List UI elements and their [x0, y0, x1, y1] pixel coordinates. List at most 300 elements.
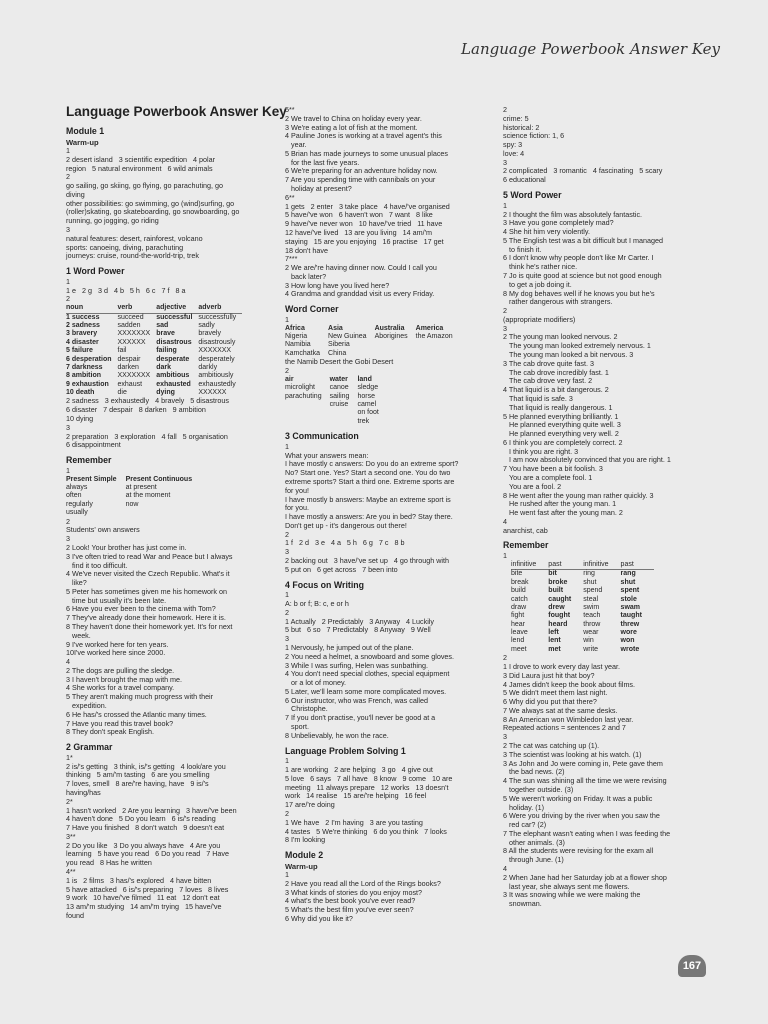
text-line: 6 Have you ever been to the cinema with Tom? — [66, 604, 216, 614]
table-cell: microlight — [285, 384, 315, 392]
text-line: 2 desert island 3 scientific expedition 4 polar — [66, 154, 216, 164]
table-cell: swam — [620, 603, 641, 611]
text-line: 5 have/'ve won 6 haven't won 7 want 8 like — [285, 210, 433, 220]
text-line: 2 We are/'re having dinner now. Could I call you — [285, 263, 437, 273]
text-line: 4 — [66, 657, 70, 667]
table-cell: on foot — [357, 409, 379, 417]
table-cell: catch — [511, 595, 528, 603]
text-line: 5 The English test was a bit difficult but I managed — [503, 235, 663, 245]
remember2-lines — [503, 654, 717, 909]
text-line: 2 The cat was catching up (1). — [503, 741, 600, 751]
table-cell: 6 desperation — [66, 355, 112, 363]
table-row — [511, 629, 654, 637]
column-header: adverb — [198, 304, 242, 313]
table-cell: exhaustedly — [198, 380, 236, 388]
table-cell: fail — [117, 347, 127, 355]
text-line: year. — [285, 140, 307, 150]
warmup-heading: Warm-up — [66, 137, 99, 147]
text-line: spy: 3 — [503, 140, 523, 150]
table-cell: lent — [548, 637, 561, 645]
table-row — [285, 376, 387, 384]
text-line: 7 Are you spending time with cannibals on your — [285, 175, 436, 185]
text-line: 2 complicated 3 romantic 4 fascinating 5 scary — [503, 166, 663, 176]
text-line: 5 He planned everything brilliantly. 1 — [503, 411, 619, 421]
text-line: 2 — [66, 294, 70, 304]
table-row — [66, 322, 242, 330]
grammar-heading: 2 Grammar — [66, 742, 113, 753]
text-line: 3** — [66, 831, 76, 841]
text-line: I have mostly a answers: Are you in bed? Stay there. — [285, 512, 453, 522]
text-line: 4 Pauline Jones is working at a travel agent's this — [285, 131, 442, 141]
text-line: work 14 realise 15 are/'re helping 16 feel — [285, 791, 427, 801]
text-line: like? — [66, 578, 87, 588]
text-line: 2 preparation 3 exploration 4 fall 5 organisation — [66, 431, 228, 441]
text-line: Students' own answers — [66, 525, 140, 535]
column-header: infinitive — [583, 561, 620, 570]
text-line: 5 They aren't making much progress with their — [66, 692, 214, 702]
table-row — [285, 333, 461, 341]
text-line: 5 love 6 says 7 all have 8 know 9 come 10 are — [285, 773, 453, 783]
text-line: That liquid is safe. 3 — [503, 393, 573, 403]
text-line: 5 We weren't working on Friday. It was a public — [503, 793, 653, 803]
table-row — [66, 339, 242, 347]
text-line: 2 — [285, 529, 289, 539]
text-line: 4 We've never visited the Czech Republic. What's it — [66, 569, 230, 579]
text-line: you read 8 Has he written — [66, 858, 152, 868]
text-line: other possibilities: go swimming, go (wind)surfing, go — [66, 198, 235, 208]
table-cell: China — [328, 349, 347, 357]
text-line: 3 What kinds of stories do you enjoy most? — [285, 887, 423, 897]
table-cell: caught — [548, 595, 572, 603]
text-line: 4 The sun was shining all the time we were revising — [503, 776, 667, 786]
table-cell: bite — [511, 570, 523, 578]
text-line: 18 don't have — [285, 245, 328, 255]
module2-heading: Module 2 — [285, 850, 324, 861]
text-line: That liquid is really dangerous. 1 — [503, 402, 613, 412]
table-cell: throw — [583, 620, 601, 628]
text-line: 7 Have you finished 8 don't watch 9 doesn't eat — [66, 823, 225, 833]
table-cell: build — [511, 587, 526, 595]
text-line: 2 Have you read all the Lord of the Rings books? — [285, 878, 441, 888]
text-line: 4 — [503, 863, 507, 873]
table-cell: 4 disaster — [66, 338, 99, 346]
text-line: I have mostly c answers: Do you do an extreme sport? — [285, 459, 459, 469]
word-power-pre — [66, 278, 276, 304]
text-line: 6 We're preparing for an adventure holiday now. — [285, 166, 438, 176]
text-line: holiday. (1) — [503, 802, 545, 812]
table-cell: 2 sadness — [66, 321, 100, 329]
text-line: 8 They don't speak English. — [66, 727, 154, 737]
table-cell: at present — [125, 484, 157, 492]
text-line: 12 have/'ve lived 13 are you living 14 am/'m — [285, 227, 432, 237]
text-line: 2 The young man looked nervous. 2 — [503, 332, 618, 342]
text-line: 6 Our instructor, who was French, was called — [285, 695, 429, 705]
text-line: 3 — [503, 323, 507, 333]
table-cell: exhausted — [156, 380, 191, 388]
text-line: What your answers mean: — [285, 450, 369, 460]
text-line: 4 James didn't keep the book about films. — [503, 679, 636, 689]
text-line: 5 have attacked 6 is/'s preparing 7 loves 8 lives — [66, 884, 229, 894]
text-line: 2 sadness 3 exhaustedly 4 bravely 5 disastrous — [66, 396, 230, 406]
table-row — [66, 356, 242, 364]
column-3 — [503, 106, 717, 909]
table-cell — [285, 409, 330, 417]
column-header: adjective — [156, 304, 198, 313]
table-cell: break — [511, 578, 529, 586]
table-cell: regularly — [66, 500, 93, 508]
table-cell: successful — [156, 313, 193, 321]
text-line: go sailing, go skiing, go flying, go parachuting, go — [66, 181, 224, 191]
table-cell: teach — [583, 612, 601, 620]
text-line: 1 f 2 d 3 e 4 a 5 h 6 g 7 c 8 b — [285, 538, 405, 548]
text-line: 7*** — [285, 254, 298, 264]
table-cell: 1 success — [66, 313, 100, 321]
text-line: 3 — [285, 634, 289, 644]
table-cell: parachuting — [285, 392, 322, 400]
table-cell: horse — [357, 392, 375, 400]
text-line: I think you are right. 3 — [503, 446, 579, 456]
text-line: for you. — [285, 503, 309, 513]
desert-line: the Namib Desert the Gobi Desert — [285, 357, 394, 367]
text-line: other animals. (3) — [503, 837, 565, 847]
present-simple-table — [66, 476, 201, 518]
text-line: 6** — [285, 192, 295, 202]
table-cell: dark — [156, 363, 171, 371]
focus-lines — [285, 591, 497, 740]
text-line: snowman. — [503, 899, 542, 909]
table-cell: darken — [117, 363, 139, 371]
table-cell: America — [415, 324, 444, 332]
text-line: 1 is 2 films 3 has/'s explored 4 have bitten — [66, 875, 212, 885]
text-line: found — [66, 910, 84, 920]
text-line: He planned everything quite well. 3 — [503, 420, 621, 430]
text-line: science fiction: 1, 6 — [503, 131, 565, 141]
table-cell: now — [125, 500, 139, 508]
text-line: 5 What's the best film you've ever seen? — [285, 905, 414, 915]
table-cell: XXXXXXX — [198, 347, 232, 355]
table-cell — [285, 418, 330, 426]
table-cell: write — [583, 645, 599, 653]
table-cell: win — [583, 637, 594, 645]
text-line: 1 — [66, 145, 70, 155]
table-cell — [416, 341, 461, 349]
text-line: 1 We have 2 I'm having 3 are you tasting — [285, 817, 423, 827]
text-line: 7 You have been a bit foolish. 3 — [503, 464, 603, 474]
text-line: 8 All the students were revising for the exam all — [503, 846, 654, 856]
table-cell: fight — [511, 612, 525, 620]
column-header: Present Continuous — [125, 475, 193, 483]
text-line: 6 educational — [503, 175, 546, 185]
table-cell: air — [285, 375, 294, 383]
table-row — [511, 621, 654, 629]
table-cell: 7 darkness — [66, 363, 103, 371]
table-cell: shut — [620, 578, 636, 586]
table-row — [285, 401, 387, 409]
text-line: 7 Jo is quite good at science but not good enough — [503, 271, 662, 280]
column-2 — [285, 106, 497, 924]
text-line: region 5 natural environment 6 wild animals — [66, 163, 213, 173]
table-cell: desperate — [156, 355, 190, 363]
text-line: 3 — [66, 225, 70, 234]
table-cell: 9 exhaustion — [66, 380, 109, 388]
text-line: 1 Nervously, he jumped out of the plane. — [285, 643, 414, 652]
text-line: 8 My dog behaves well if he knows you but he's — [503, 288, 655, 298]
table-cell: spent — [620, 587, 640, 595]
column-header: past — [621, 561, 654, 570]
text-line: 10I've worked here since 2000. — [66, 648, 166, 658]
column-header: Present Simple — [66, 475, 117, 483]
table-row — [66, 347, 242, 355]
text-line: 3 — [66, 534, 70, 544]
word-power5-lines — [503, 202, 717, 536]
table-cell: Aborigines — [374, 333, 408, 341]
table-cell: ambitiously — [198, 372, 234, 380]
word-power-post — [66, 397, 276, 450]
text-line: He planned everything very well. 2 — [503, 429, 619, 439]
irregular-body — [511, 570, 654, 654]
remember-heading: Remember — [66, 455, 112, 466]
text-line: 3 As John and Jo were coming in, Pete gave them — [503, 758, 663, 768]
text-line: 1 — [285, 590, 289, 600]
text-line: expedition. — [66, 701, 107, 711]
table-cell: water — [329, 375, 348, 383]
module-heading: Module 1 — [66, 126, 105, 136]
table-cell: left — [548, 629, 559, 637]
text-line: A: b or f; B: c, e or h — [285, 599, 349, 609]
table-cell: XXXXXXX — [117, 372, 151, 380]
word-corner-heading: Word Corner — [285, 304, 339, 315]
text-line: The cab drove incredibly fast. 1 — [503, 367, 609, 377]
warmup-lines — [66, 147, 276, 261]
text-line: No? Start one. Yes? Start a second one. You do two — [285, 468, 451, 478]
text-line: 1 hasn't worked 2 Are you learning 3 have/'ve been — [66, 805, 237, 815]
table-cell: fought — [548, 612, 571, 620]
table-row — [511, 612, 654, 620]
table-cell: wear — [583, 629, 599, 637]
text-line: find it too difficult. — [66, 560, 128, 570]
table-cell: sadden — [117, 321, 141, 329]
table-row — [66, 484, 201, 492]
text-line: natural features: desert, rainforest, volcano — [66, 233, 203, 243]
table-cell: draw — [511, 603, 527, 611]
lps-lines — [285, 757, 497, 845]
text-line: to get a job doing it. — [503, 279, 572, 289]
table-cell: successfully — [198, 313, 237, 321]
text-line: The cab drove very fast. 2 — [503, 376, 593, 386]
remember-lines — [66, 518, 276, 738]
text-line: or a lot of money. — [285, 678, 346, 688]
running-title: Language Powerbook Answer Key — [461, 40, 720, 58]
word-corner-body-2 — [285, 376, 387, 426]
module2-sub: Warm-up — [285, 861, 318, 871]
text-line: I am now absolutely convinced that you are right. 1 — [503, 455, 671, 465]
present-body — [66, 484, 201, 518]
table-cell: usually — [66, 509, 88, 517]
text-line: 5 We didn't meet them last night. — [503, 688, 608, 698]
text-line: 2 When Jane had her Saturday job at a flower shop — [503, 872, 667, 882]
table-row — [511, 570, 654, 579]
text-line: love: 4 — [503, 148, 525, 158]
text-line: (appropriate modifiers) — [503, 314, 576, 324]
word-corner-two: 2 — [285, 366, 289, 376]
text-line: together outside. (3) — [503, 784, 574, 794]
table-cell: ring — [583, 570, 595, 578]
table-cell: succeed — [117, 313, 144, 321]
text-line: 3 I've often tried to read War and Peace but I always — [66, 551, 233, 561]
text-line: for the last five years. — [285, 157, 360, 167]
text-line: 1 I drove to work every day last year. — [503, 662, 621, 672]
text-line: 7 loves, smell 8 are/'re having, have 9 is/'s — [66, 779, 209, 789]
text-line: 6 I don't know why people don't like Mr Carter. I — [503, 253, 654, 263]
present-header-row — [66, 476, 201, 484]
text-line: (roller)skating, go skateboarding, go snowboarding, go — [66, 207, 240, 217]
table-row — [285, 409, 387, 417]
text-line: 3 — [503, 157, 507, 167]
text-line: 2* — [66, 796, 73, 806]
table-cell: sadly — [198, 321, 215, 329]
text-line: 1 Actually 2 Predictably 3 Anyway 4 Luckily — [285, 616, 435, 626]
grammar-lines — [66, 754, 276, 921]
text-line: 1* — [66, 752, 73, 762]
text-line: 9 I've worked here for ten years. — [66, 639, 169, 649]
text-line: sports: canoeing, diving, parachuting — [66, 242, 184, 252]
text-line: 3 While I was surfing, Helen was sunbathing. — [285, 660, 429, 670]
table-row — [511, 596, 654, 604]
text-line: 3 — [285, 547, 289, 557]
text-line: 6 I think you are completely correct. 2 — [503, 437, 623, 447]
table-row — [285, 341, 461, 349]
text-line: 4 haven't done 5 Do you learn 6 is/'s reading — [66, 814, 216, 824]
text-line: 3 We're eating a lot of fish at the moment. — [285, 122, 418, 132]
table-cell — [330, 409, 358, 417]
table-cell: spend — [583, 587, 603, 595]
table-cell: hear — [511, 620, 526, 628]
table-cell: camel — [357, 400, 377, 408]
table-cell: sledge — [357, 384, 379, 392]
table-cell: 10 death — [66, 389, 95, 397]
table-cell: Siberia — [328, 341, 350, 349]
table-row — [511, 587, 654, 595]
text-line: I have mostly b answers: Maybe an extreme sport is — [285, 494, 451, 504]
word-corner-body-1 — [285, 325, 461, 359]
text-line: 2 Do you like 3 Do you always have 4 Are you — [66, 840, 221, 850]
communication-lines — [285, 443, 497, 575]
word-corner-table-1 — [285, 325, 461, 359]
text-line: 7 The elephant wasn't eating when I was feeding the — [503, 828, 671, 838]
text-line: meeting 11 always prepare 12 works 13 doesn't — [285, 782, 449, 792]
table-row — [511, 637, 654, 645]
table-cell: ambitious — [156, 372, 190, 380]
table-cell: always — [66, 484, 88, 492]
table-cell: drew — [548, 603, 565, 611]
word-power-body — [66, 313, 242, 397]
text-line: 6 He has/'s crossed the Atlantic many times. — [66, 709, 207, 719]
text-line: 8 An American won Wimbledon last year. — [503, 714, 634, 724]
text-line: 3 — [503, 732, 507, 742]
table-cell: desperately — [198, 355, 235, 363]
table-row — [285, 418, 387, 426]
text-line: 2 The dogs are pulling the sledge. — [66, 665, 175, 675]
table-cell: the Amazon — [415, 333, 453, 341]
text-line: 8 He went after the young man rather quickly. 3 — [503, 490, 654, 500]
text-line: The young man looked a bit nervous. 3 — [503, 350, 634, 360]
text-line: 6 Why did you put that there? — [503, 697, 597, 707]
remember-one: 1 — [66, 465, 70, 475]
text-line: time but usually it's been late. — [66, 595, 167, 605]
text-line: running, go jogging, go riding — [66, 216, 159, 226]
text-line: 3 It was snowing while we were making the — [503, 890, 641, 900]
table-row — [66, 492, 201, 500]
table-cell: at the moment — [125, 492, 171, 500]
table-cell: threw — [620, 620, 640, 628]
text-line: 4 Grandma and granddad visit us every Friday. — [285, 289, 435, 299]
text-line: 1 — [285, 441, 289, 451]
text-line: 2 — [503, 306, 507, 316]
table-cell: canoe — [329, 384, 349, 392]
communication-heading: 3 Communication — [285, 431, 359, 442]
text-line: 1 are working 2 are helping 3 go 4 give out — [285, 765, 433, 775]
text-line: 6 Were you driving by the river when you saw the — [503, 811, 660, 821]
text-line: Repeated actions = sentences 2 and 7 — [503, 723, 626, 733]
table-row — [66, 364, 242, 372]
text-line: week. — [66, 630, 91, 640]
table-cell: Namibia — [285, 341, 311, 349]
text-line: staying 15 are you enjoying 16 practise 17 get — [285, 236, 444, 246]
text-line: 4 She works for a travel company. — [66, 683, 175, 693]
text-line: 2 — [503, 653, 507, 663]
text-line: thinking 5 am/'m tasting 6 are you smelling — [66, 770, 210, 780]
text-line: 5 Peter has sometimes given me his homework on — [66, 586, 227, 596]
table-row — [66, 313, 242, 322]
table-cell: won — [620, 637, 635, 645]
column-header: verb — [118, 304, 157, 313]
text-line: back later? — [285, 271, 327, 281]
text-line: having/has — [66, 788, 101, 797]
table-cell: failing — [156, 347, 177, 355]
text-line: 5** — [285, 105, 295, 114]
text-line: 2 is/'s getting 3 think, is/'s getting 4 look/are you — [66, 761, 226, 771]
text-line: extreme sports? Start a third one. Extreme sports are — [285, 477, 455, 486]
table-cell: cruise — [329, 400, 349, 408]
word-corner-table-2 — [285, 376, 387, 426]
text-line: 5 but 6 so 7 Predictably 8 Anyway 9 Well — [285, 625, 431, 635]
table-cell: met — [548, 645, 561, 653]
text-line: 2 You need a helmet, a snowboard and some gloves. — [285, 651, 455, 661]
table-cell: Nigeria — [285, 333, 308, 341]
text-line: 2 I thought the film was absolutely fantastic. — [503, 209, 643, 219]
table-cell: Kamchatka — [285, 349, 321, 357]
table-cell: taught — [620, 612, 642, 620]
table-cell: despair — [117, 355, 141, 363]
irregular-header-row — [511, 561, 654, 570]
table-row — [66, 372, 242, 380]
table-cell: 3 bravery — [66, 330, 98, 338]
table-cell: 5 failure — [66, 347, 93, 355]
text-line: 2 backing out 3 have/'ve set up 4 go through with — [285, 556, 449, 566]
text-line: 10 dying — [66, 414, 94, 424]
text-line: 8 I'm looking — [285, 835, 326, 845]
lps-heading: Language Problem Solving 1 — [285, 745, 406, 756]
table-cell: Africa — [285, 324, 305, 332]
column-header: past — [548, 561, 583, 570]
text-line: 3 The scientist was looking at his watch. (1) — [503, 749, 642, 759]
text-line: 3 The cab drove quite fast. 3 — [503, 358, 594, 368]
text-line: the bad news. (2) — [503, 767, 565, 777]
table-cell: bravely — [198, 330, 221, 338]
text-line: through June. (1) — [503, 855, 564, 865]
text-line: 6 Why did you like it? — [285, 914, 353, 923]
table-row — [285, 325, 461, 333]
